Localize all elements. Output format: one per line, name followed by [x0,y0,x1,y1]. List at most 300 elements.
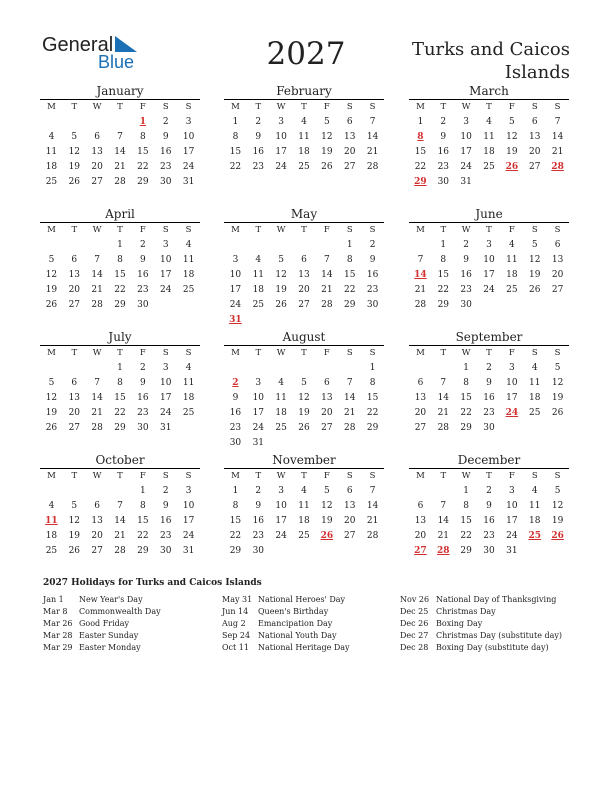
day-cell: 21 [91,285,103,295]
day-cell: 9 [463,255,470,265]
holiday-day-cell: 24 [505,408,519,418]
empty-cell [247,361,270,376]
week-row [224,361,384,376]
day-cell: 28 [437,423,450,433]
day-cell: 22 [414,162,427,172]
day-cell: 2 [255,117,262,127]
day-cell: 20 [344,147,356,157]
holiday-name: Boxing Day [436,619,483,628]
day-cell: 31 [460,177,472,187]
day-cell: 2 [440,117,447,127]
weekday-label: T [255,102,262,112]
day-cell: 6 [324,378,330,388]
day-cell: 10 [460,132,472,142]
holiday-day-cell: 26 [320,531,334,541]
day-cell: 7 [554,117,561,127]
weekday-label: S [531,225,538,235]
day-cell: 18 [529,393,541,403]
day-cell: 16 [437,147,450,157]
holiday-column [43,594,161,654]
holiday-date: Dec 25 [400,607,429,616]
weekday-label: F [139,225,146,235]
day-cell: 11 [252,270,265,280]
day-cell: 2 [140,240,146,250]
day-cell: 5 [554,486,561,496]
day-cell: 5 [324,117,330,127]
day-cell: 3 [509,363,515,373]
day-cell: 13 [68,393,81,403]
day-cell: 15 [414,147,427,157]
day-cell: 30 [137,300,149,310]
holiday-name: Boxing Day (substitute day) [436,643,549,652]
day-cell: 21 [321,285,333,295]
day-cell: 14 [321,270,333,280]
holiday-date: Dec 26 [400,619,429,628]
holiday-day-cell: 2 [232,378,239,388]
weekday-header [409,468,569,484]
week-row [409,253,569,268]
day-cell: 13 [321,393,333,403]
day-cell: 16 [229,408,242,418]
day-cell: 16 [137,393,149,403]
holiday-date: Nov 26 [400,595,430,604]
day-cell: 22 [460,531,472,541]
week-row [224,514,384,529]
day-cell: 15 [114,270,126,280]
day-cell: 10 [506,378,518,388]
weekday-label: T [117,471,123,481]
day-cell: 30 [437,177,450,187]
day-cell: 31 [182,177,195,187]
day-cell: 3 [255,378,262,388]
day-cell: 20 [551,270,564,280]
day-cell: 29 [114,423,126,433]
day-cell: 8 [140,501,146,511]
weekday-label: T [486,348,492,358]
day-cell: 19 [551,516,564,526]
weekday-label: T [71,102,78,112]
day-cell: 6 [71,378,78,388]
day-cell: 7 [440,501,447,511]
week-row [40,514,200,529]
weekday-label: T [117,225,123,235]
day-cell: 16 [160,147,172,157]
day-cell: 30 [483,423,495,433]
weekday-label: W [92,225,102,235]
day-cell: 16 [483,393,495,403]
week-row [409,529,569,544]
day-cell: 3 [486,240,492,250]
month-november [224,453,384,559]
day-cell: 20 [529,147,541,157]
weekday-label: S [185,102,192,112]
holiday-day-cell: 8 [417,132,424,142]
day-cell: 11 [275,393,287,403]
logo-text-blue: Blue [98,52,135,72]
day-cell: 19 [298,408,310,418]
weekday-label: T [71,471,78,481]
weekday-label: M [231,225,240,235]
weekday-label: S [531,102,538,112]
day-cell: 29 [114,300,126,310]
holiday-name: Good Friday [79,619,130,628]
day-cell: 26 [321,162,333,172]
holiday-date: Mar 29 [43,643,73,652]
weekday-header [409,345,569,361]
day-cell: 1 [440,240,447,250]
day-cell: 27 [68,423,81,433]
week-row [409,421,569,436]
holiday-entry [43,642,161,654]
weekday-label: T [486,102,492,112]
day-cell: 11 [529,378,541,388]
weekday-label: T [440,471,447,481]
day-cell: 12 [506,132,518,142]
holiday-entry [222,642,350,654]
week-row [40,406,200,421]
day-cell: 28 [91,423,103,433]
day-cell: 18 [182,270,195,280]
week-row [409,268,569,283]
day-cell: 28 [344,423,356,433]
day-cell: 22 [437,285,450,295]
day-cell: 7 [94,255,101,265]
weekday-header [40,345,200,361]
weekday-header [224,345,384,361]
empty-cell [86,484,109,499]
empty-cell [224,361,247,376]
day-cell: 19 [45,285,58,295]
holiday-date: May 31 [222,595,253,604]
generalblue-logo [42,34,142,72]
week-row [40,298,200,313]
day-cell: 3 [185,117,192,127]
day-cell: 17 [252,408,265,418]
day-cell: 30 [366,300,379,310]
weekday-label: W [276,471,286,481]
empty-cell [109,115,132,130]
day-cell: 2 [162,117,169,127]
day-cell: 28 [414,300,427,310]
day-cell: 24 [460,162,472,172]
weekday-header [40,468,200,484]
week-row [40,499,200,514]
day-cell: 3 [162,240,169,250]
day-cell: 16 [252,147,265,157]
day-cell: 9 [140,255,146,265]
weekday-label: S [531,471,538,481]
day-cell: 10 [275,501,287,511]
empty-cell [247,238,270,253]
day-cell: 31 [252,438,265,448]
day-cell: 10 [506,501,518,511]
day-cell: 27 [321,423,333,433]
day-cell: 21 [114,162,126,172]
day-cell: 2 [255,486,262,496]
week-row [40,268,200,283]
empty-cell [432,484,455,499]
day-cell: 18 [506,270,518,280]
day-cell: 26 [45,423,58,433]
day-cell: 15 [460,393,472,403]
weekday-label: T [301,225,307,235]
empty-cell [63,115,86,130]
weekday-label: S [185,225,192,235]
weekday-label: M [47,348,56,358]
weekday-label: T [301,471,307,481]
day-cell: 14 [91,393,103,403]
year-title: 2027 [266,36,346,72]
day-cell: 25 [298,531,310,541]
day-cell: 28 [91,300,103,310]
day-cell: 27 [298,300,310,310]
day-cell: 3 [463,117,470,127]
weekday-header [409,222,569,238]
day-cell: 19 [506,147,518,157]
week-row [40,175,200,190]
week-row [224,145,384,160]
day-cell: 18 [298,147,310,157]
day-cell: 10 [275,132,287,142]
day-cell: 22 [137,162,149,172]
day-cell: 8 [463,501,470,511]
day-cell: 24 [229,300,242,310]
day-cell: 26 [68,177,81,187]
month-name: April [105,207,135,221]
day-cell: 2 [486,486,492,496]
day-cell: 21 [551,147,564,157]
day-cell: 13 [344,501,356,511]
day-cell: 8 [232,132,239,142]
day-cell: 26 [275,300,287,310]
day-cell: 14 [114,147,126,157]
holiday-entry [400,606,562,618]
day-cell: 18 [45,162,58,172]
day-cell: 5 [71,132,78,142]
week-row [409,514,569,529]
day-cell: 24 [275,162,287,172]
week-row [224,436,384,451]
holiday-day-cell: 28 [551,162,564,172]
empty-cell [63,238,86,253]
weekday-label: S [369,471,376,481]
weekday-label: W [276,102,286,112]
day-cell: 24 [182,162,195,172]
day-cell: 1 [232,117,239,127]
day-cell: 11 [45,147,58,157]
day-cell: 10 [182,501,195,511]
day-cell: 5 [48,378,55,388]
day-cell: 25 [252,300,265,310]
holiday-column [400,594,562,654]
day-cell: 28 [114,177,126,187]
month-name: February [276,84,332,98]
holiday-date: Mar 28 [43,631,73,640]
day-cell: 4 [185,240,192,250]
weekday-label: S [185,348,192,358]
day-cell: 2 [140,363,146,373]
empty-cell [40,115,63,130]
day-cell: 2 [463,240,470,250]
week-row [224,421,384,436]
week-row [40,361,200,376]
day-cell: 7 [440,378,447,388]
weekday-label: T [486,225,492,235]
week-row [409,130,569,145]
weekday-label: T [255,471,262,481]
day-cell: 25 [275,423,287,433]
month-name: October [95,453,145,467]
week-row [409,406,569,421]
weekday-label: M [47,102,56,112]
day-cell: 16 [252,516,265,526]
day-cell: 23 [137,408,149,418]
empty-cell [315,238,338,253]
weekday-label: T [301,348,307,358]
day-cell: 17 [460,147,472,157]
day-cell: 7 [417,255,424,265]
day-cell: 21 [414,285,427,295]
day-cell: 17 [506,393,518,403]
day-cell: 25 [483,162,495,172]
day-cell: 3 [162,363,169,373]
month-name: August [282,330,326,344]
day-cell: 16 [366,270,379,280]
weekday-header [224,99,384,115]
empty-cell [270,238,293,253]
day-cell: 10 [160,255,172,265]
day-cell: 19 [321,516,333,526]
empty-cell [40,361,63,376]
day-cell: 26 [68,546,81,556]
day-cell: 20 [91,531,103,541]
holiday-day-cell: 28 [437,546,450,556]
holiday-entry [222,618,350,630]
day-cell: 14 [114,516,126,526]
day-cell: 14 [366,132,379,142]
holiday-day-cell: 29 [414,177,427,187]
day-cell: 5 [48,255,55,265]
weekday-label: W [461,471,471,481]
day-cell: 13 [91,147,103,157]
day-cell: 29 [437,300,450,310]
week-row [40,130,200,145]
day-cell: 27 [551,285,564,295]
day-cell: 6 [417,378,424,388]
month-name: November [272,453,336,467]
day-cell: 26 [551,408,564,418]
day-cell: 9 [369,255,376,265]
holiday-name: New Year's Day [79,595,143,604]
weekday-header [224,222,384,238]
weekday-label: F [508,471,515,481]
day-cell: 20 [91,162,103,172]
day-cell: 9 [486,378,492,388]
day-cell: 27 [529,162,541,172]
holiday-entry [400,594,562,606]
holiday-day-cell: 26 [505,162,519,172]
day-cell: 12 [45,270,58,280]
week-row [40,283,200,298]
month-july [40,330,200,436]
day-cell: 5 [509,117,515,127]
weekday-label: F [323,348,330,358]
weekday-label: W [276,348,286,358]
day-cell: 29 [137,546,149,556]
day-cell: 4 [185,363,192,373]
day-cell: 2 [369,240,376,250]
month-february [224,84,384,175]
day-cell: 9 [140,378,146,388]
week-row [224,268,384,283]
day-cell: 15 [229,147,242,157]
day-cell: 12 [45,393,58,403]
day-cell: 8 [463,378,470,388]
day-cell: 15 [137,516,149,526]
weekday-label: F [323,225,330,235]
weekday-label: W [461,102,471,112]
weekday-label: W [92,471,102,481]
empty-cell [315,361,338,376]
day-cell: 18 [252,285,265,295]
day-cell: 10 [252,393,265,403]
weekday-label: T [71,225,78,235]
country-title [370,38,570,84]
day-cell: 8 [440,255,447,265]
day-cell: 23 [137,285,149,295]
day-cell: 5 [71,501,78,511]
day-cell: 24 [252,423,265,433]
day-cell: 23 [252,531,265,541]
day-cell: 10 [160,378,172,388]
day-cell: 19 [529,270,541,280]
weekday-label: S [369,348,376,358]
weekday-label: W [461,348,471,358]
weekday-label: F [508,348,515,358]
weekday-label: F [139,471,146,481]
week-row [224,313,384,328]
weekday-label: T [71,348,78,358]
day-cell: 11 [483,132,495,142]
empty-cell [338,361,361,376]
month-name: June [475,207,503,221]
empty-cell [63,484,86,499]
weekday-label: S [554,348,561,358]
day-cell: 19 [68,162,81,172]
day-cell: 11 [506,255,518,265]
holiday-entry [43,606,161,618]
day-cell: 6 [94,501,101,511]
day-cell: 30 [460,300,472,310]
country-line-2: Islands [504,62,570,83]
week-row [40,160,200,175]
day-cell: 17 [275,516,287,526]
day-cell: 4 [509,240,515,250]
week-row [224,499,384,514]
day-cell: 26 [45,300,58,310]
holiday-day-cell: 1 [139,117,146,127]
day-cell: 6 [94,132,101,142]
week-row [40,145,200,160]
weekday-label: S [346,348,353,358]
month-august [224,330,384,451]
holiday-date: Dec 28 [400,643,429,652]
day-cell: 3 [509,486,515,496]
weekday-label: T [117,348,123,358]
weekday-label: W [461,225,471,235]
day-cell: 25 [45,177,58,187]
holiday-entry [222,630,350,642]
